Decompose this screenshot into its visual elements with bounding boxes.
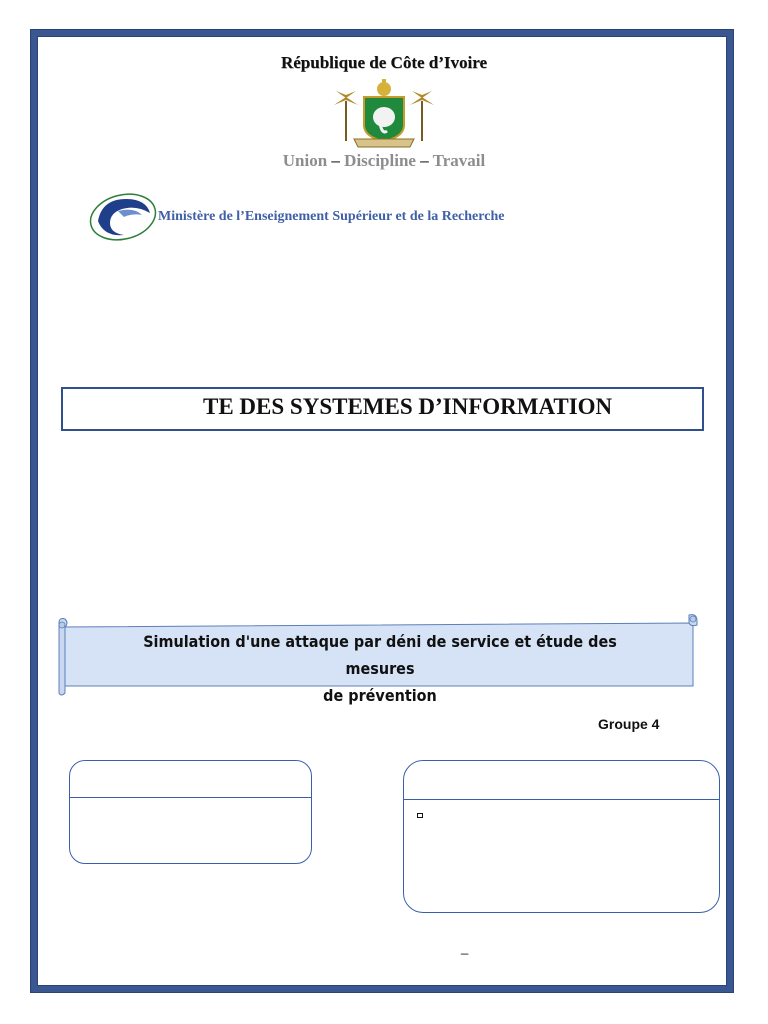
title-box (61, 387, 704, 431)
document-title: TE DES SYSTEMES D’INFORMATION (203, 394, 613, 419)
footer-mark: _ (461, 940, 469, 955)
ministry-name: Ministère de l’Enseignement Supérieur et de la Recherche (158, 209, 505, 224)
motto-travail: Travail (432, 151, 486, 170)
bullet-icon (417, 813, 423, 818)
national-motto (0, 151, 768, 171)
right-info-box (403, 760, 720, 913)
motto-dash: – (420, 151, 429, 170)
ministry-logo-icon (88, 191, 158, 243)
subject-line-2: de prévention (323, 686, 437, 705)
subject-line-1: Simulation d'une attaque par déni de service et étude des mesures (143, 632, 617, 678)
left-box-divider (70, 797, 311, 798)
coat-of-arms-icon (332, 79, 436, 149)
group-label: Groupe 4 (598, 716, 660, 732)
right-box-divider (404, 799, 719, 800)
motto-union: Union (282, 151, 328, 170)
republic-heading: République de Côte d’Ivoire (280, 53, 488, 72)
motto-dash: – (331, 151, 340, 170)
motto-discipline: Discipline (344, 151, 416, 170)
left-info-box (69, 760, 312, 864)
document-subject (110, 628, 650, 709)
